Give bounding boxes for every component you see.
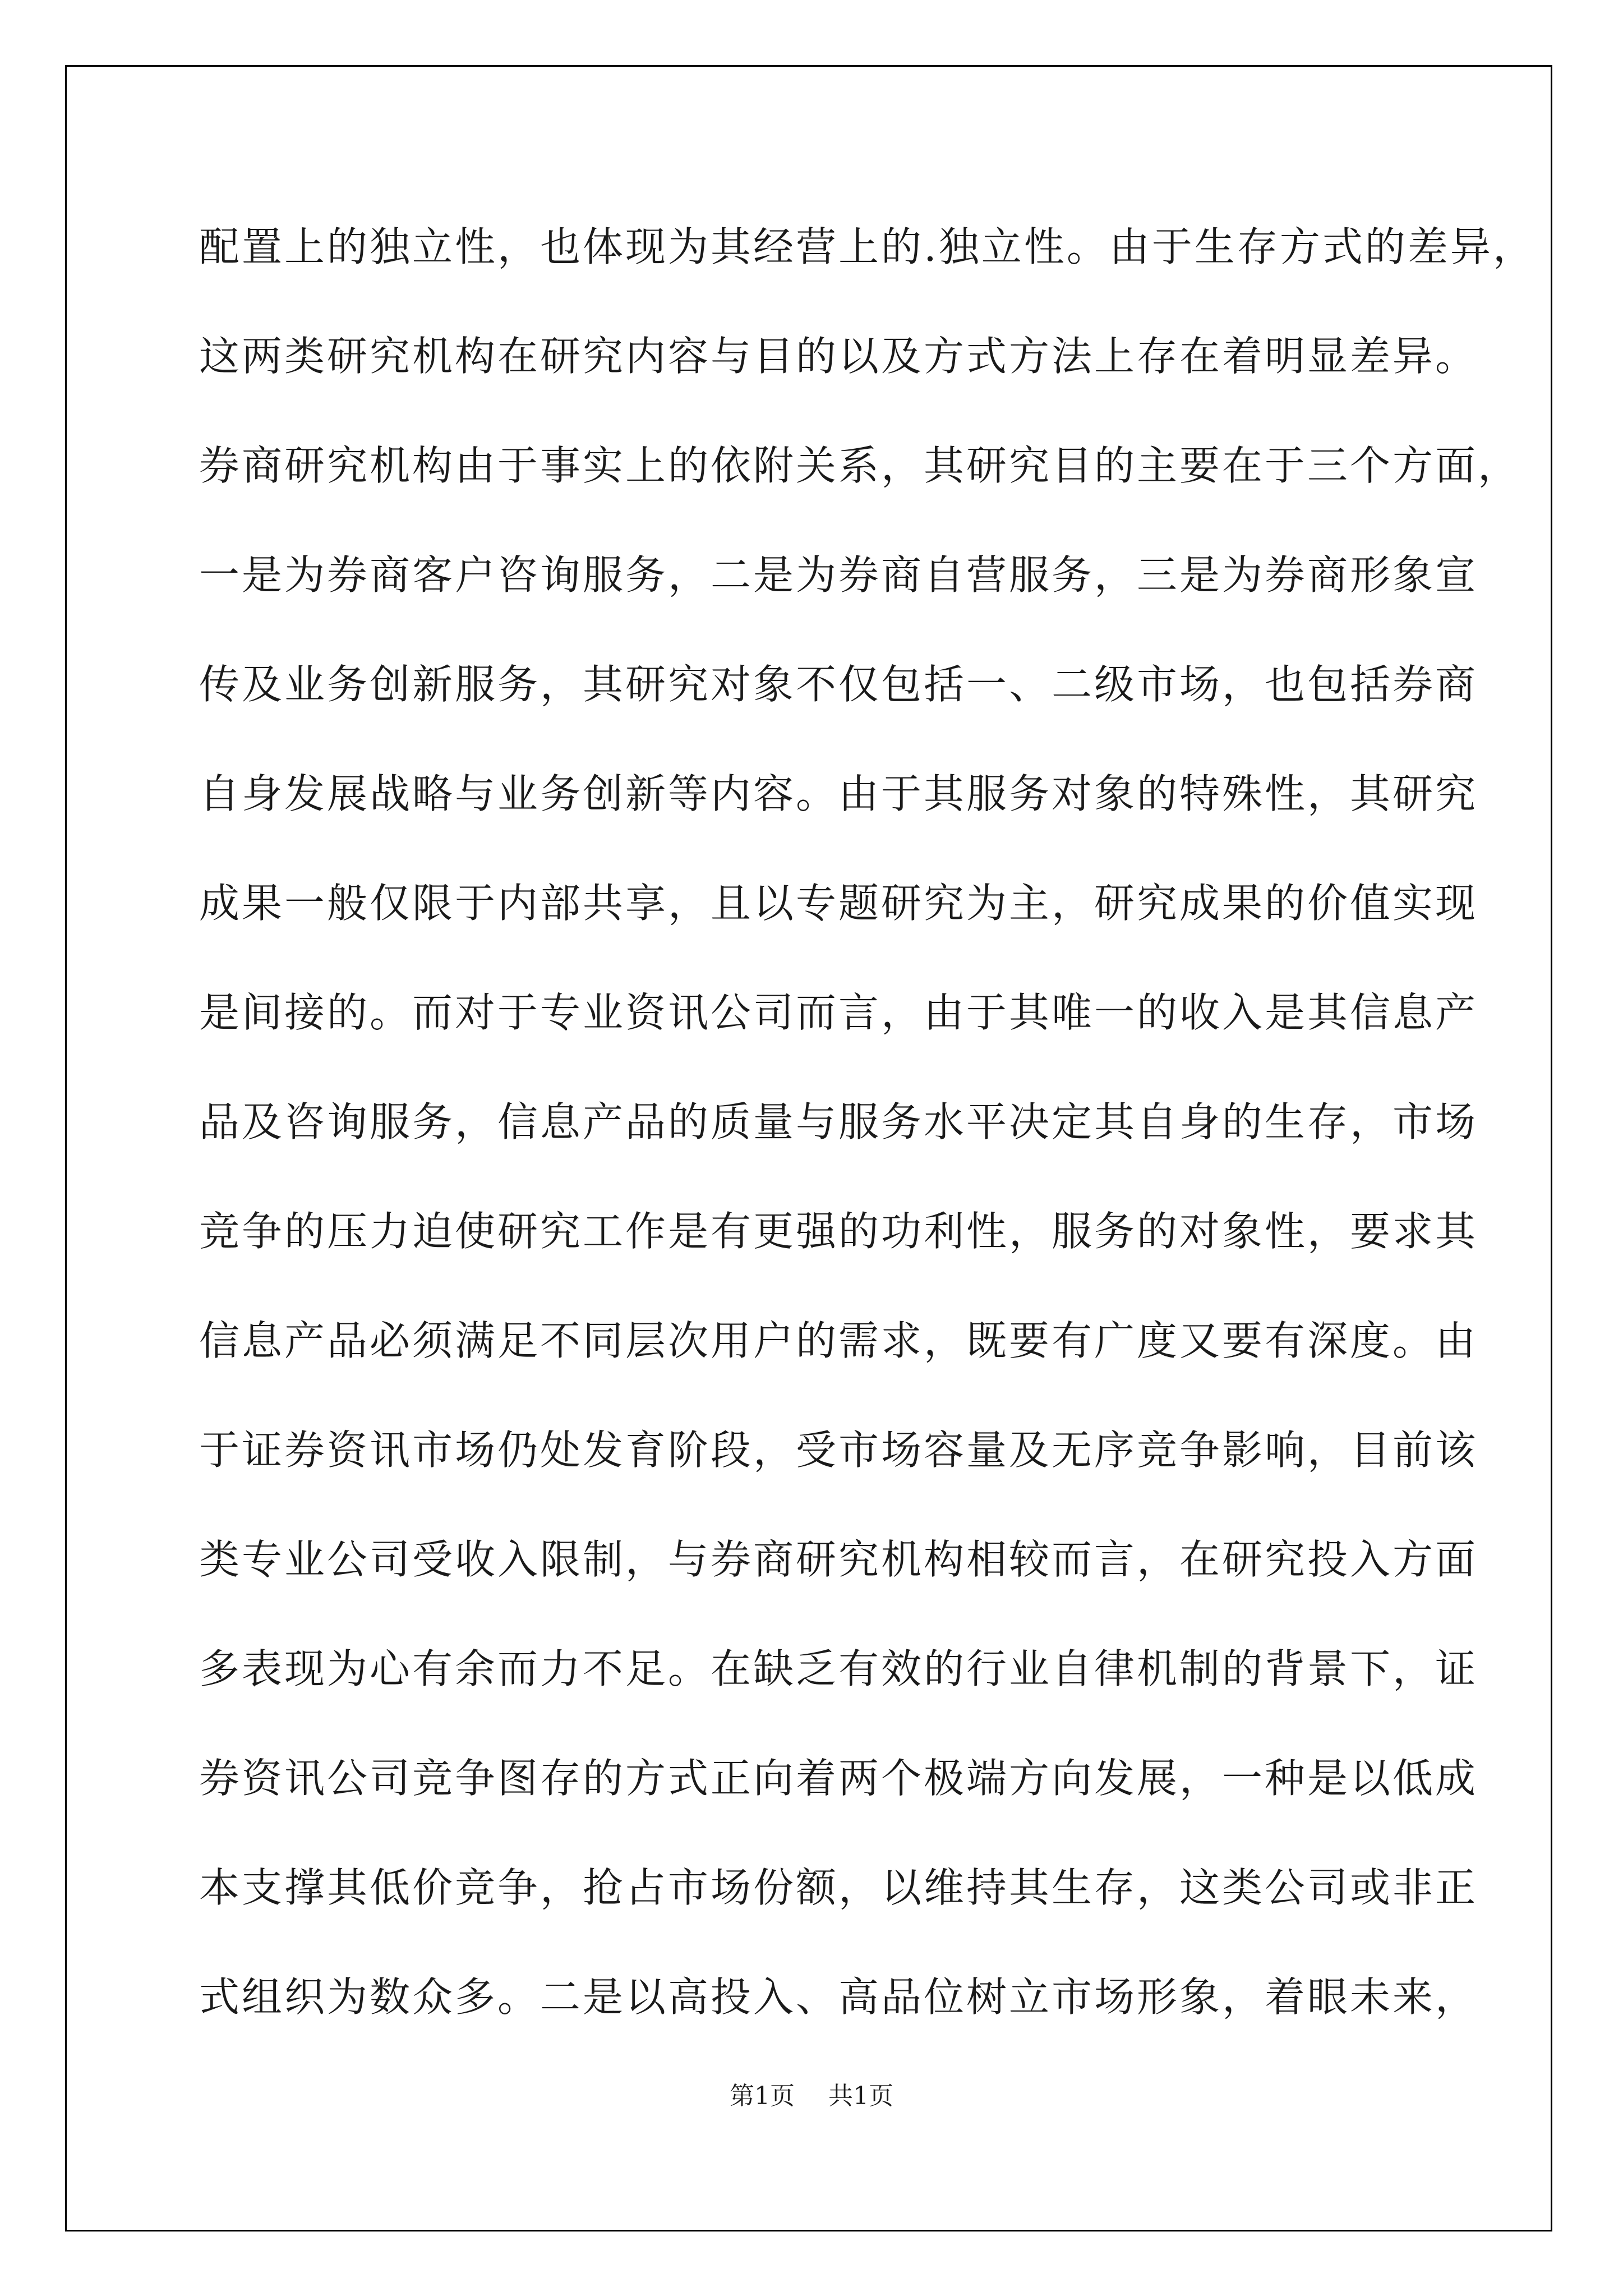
text-line-12: 于证券资讯市场仍处发育阶段，受市场容量及无序竞争影响，目前该 (199, 1427, 1478, 1474)
text-line-13: 类专业公司受收入限制，与券商研究机构相较而言，在研究投入方面 (199, 1536, 1478, 1583)
body-text (199, 216, 1536, 2076)
text-line-8: 是间接的。而对于专业资讯公司而言，由于其唯一的收入是其信息产 (199, 989, 1478, 1036)
text-line-2: 这两类研究机构在研究内容与目的以及方式方法上存在着明显差异。 (199, 333, 1478, 380)
text-line-1: 配置上的独立性，也体现为其经营上的.独立性。由于生存方式的差异， (199, 223, 1536, 270)
text-line-11: 信息产品必须满足不同层次用户的需求，既要有广度又要有深度。由 (199, 1317, 1478, 1364)
page-footer (0, 2076, 1623, 2111)
text-line-4: 一是为券商客户咨询服务，二是为券商自营服务，三是为券商形象宣 (199, 551, 1478, 599)
text-line-9: 品及咨询服务，信息产品的质量与服务水平决定其自身的生存，市场 (199, 1098, 1478, 1145)
text-line-6: 自身发展战略与业务创新等内容。由于其服务对象的特殊性，其研究 (199, 770, 1478, 817)
text-line-5: 传及业务创新服务，其研究对象不仅包括一、二级市场，也包括券商 (199, 661, 1478, 708)
page-number: 第1页 (730, 2082, 795, 2110)
text-line-16: 本支撑其低价竞争，抢占市场份额，以维持其生存，这类公司或非正 (199, 1864, 1478, 1911)
text-line-3: 券商研究机构由于事实上的依附关系，其研究目的主要在于三个方面， (199, 442, 1521, 489)
page-total: 共1页 (828, 2082, 893, 2110)
text-line-14: 多表现为心有余而力不足。在缺乏有效的行业自律机制的背景下，证 (199, 1645, 1478, 1692)
text-line-17: 式组织为数众多。二是以高投入、高品位树立市场形象，着眼未来， (199, 1973, 1478, 2021)
text-line-15: 券资讯公司竞争图存的方式正向着两个极端方向发展，一种是以低成 (199, 1755, 1478, 1802)
text-line-10: 竞争的压力迫使研究工作是有更强的功利性，服务的对象性，要求其 (199, 1208, 1478, 1255)
text-line-7: 成果一般仅限于内部共享，且以专题研究为主，研究成果的价值实现 (199, 880, 1478, 927)
